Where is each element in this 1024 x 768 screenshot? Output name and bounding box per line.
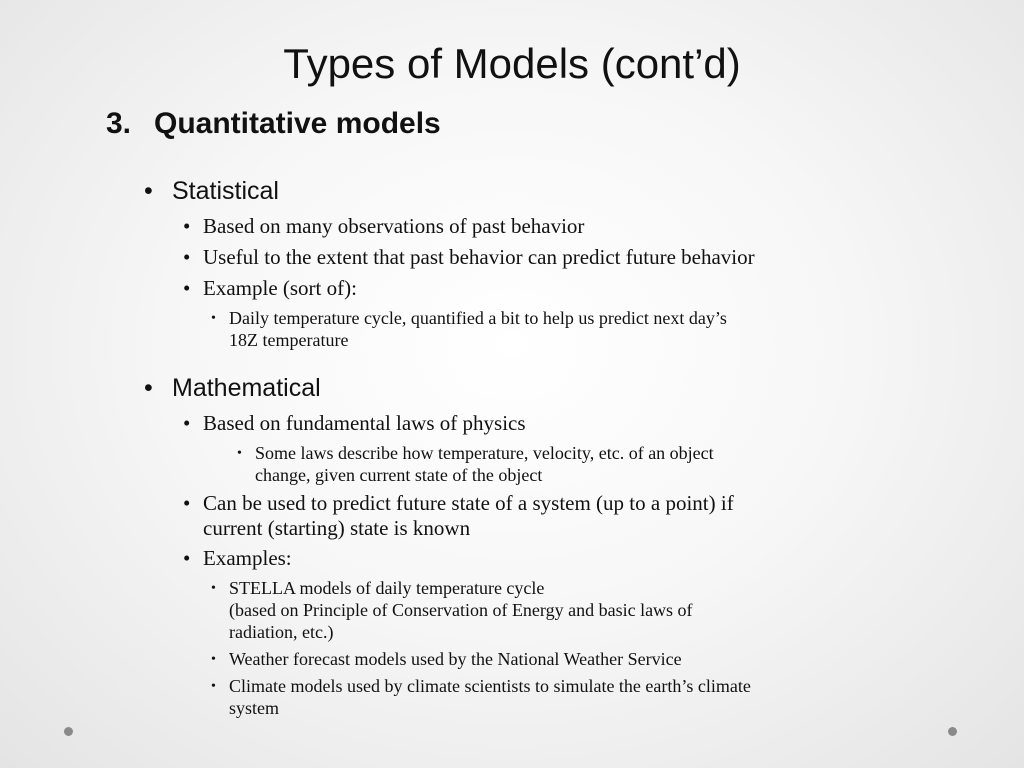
bullet-text-line: Some laws describe how temperature, velocity, etc. of an object <box>255 443 714 463</box>
bullet-statistical-useful <box>183 245 923 270</box>
bullet-icon: • <box>183 491 191 515</box>
bullet-statistical <box>144 177 772 206</box>
bullet-text: Example (sort of): <box>203 276 357 300</box>
bullet-icon: • <box>211 311 216 326</box>
bullet-mathematical-laws-detail <box>237 442 875 486</box>
bullet-text: Useful to the extent that past behavior can predict future behavior <box>203 245 755 269</box>
corner-dot-right-icon <box>948 727 957 736</box>
bullet-icon: • <box>183 276 191 300</box>
section-heading <box>106 104 441 144</box>
bullet-text-line: radiation, etc.) <box>229 622 334 642</box>
bullet-mathematical-laws <box>183 411 923 436</box>
bullet-icon: • <box>183 245 191 269</box>
bullet-example-stella <box>211 577 909 643</box>
bullet-text: Weather forecast models used by the National Weather Service <box>229 649 682 669</box>
bullet-icon: • <box>211 581 216 596</box>
bullet-icon: • <box>237 446 242 461</box>
bullet-icon: • <box>183 546 191 570</box>
bullet-text-line: STELLA models of daily temperature cycle <box>229 578 545 598</box>
bullet-text: Based on many observations of past behavior <box>203 214 585 238</box>
bullet-statistical-observations <box>183 214 923 239</box>
bullet-icon: • <box>211 679 216 694</box>
slide-title: Types of Models (cont’d) <box>283 40 741 87</box>
bullet-text-line: change, given current state of the object <box>255 465 543 485</box>
bullet-example-weather <box>211 648 909 670</box>
bullet-text-line: 18Z temperature <box>229 330 349 350</box>
bullet-icon: • <box>183 214 191 238</box>
bullet-icon: • <box>211 652 216 667</box>
bullet-icon: • <box>144 374 153 402</box>
bullet-text-line: Climate models used by climate scientists to simulate the earth’s climate <box>229 676 751 696</box>
bullet-statistical-example <box>183 276 923 301</box>
bullet-text-line: (based on Principle of Conservation of Energy and basic laws of <box>229 600 693 620</box>
bullet-text-line: Can be used to predict future state of a system (up to a point) if <box>203 491 734 515</box>
bullet-text: Examples: <box>203 546 292 570</box>
bullet-mathematical <box>144 374 772 403</box>
bullet-text: Based on fundamental laws of physics <box>203 411 526 435</box>
bullet-text-line: current (starting) state is known <box>203 516 471 540</box>
corner-dot-left-icon <box>64 727 73 736</box>
section-label: Quantitative models <box>154 107 441 140</box>
bullet-label: Statistical <box>172 177 279 205</box>
section-number: 3. <box>106 107 132 140</box>
bullet-text-line: Daily temperature cycle, quantified a bit to help us predict next day’s <box>229 308 727 328</box>
bullet-mathematical-examples <box>183 546 923 571</box>
bullet-label: Mathematical <box>172 374 321 402</box>
bullet-statistical-example-detail <box>211 307 909 351</box>
bullet-icon: • <box>144 177 153 205</box>
bullet-mathematical-predict <box>183 491 923 541</box>
bullet-example-climate <box>211 675 909 719</box>
bullet-icon: • <box>183 411 191 435</box>
bullet-text-line: system <box>229 698 280 718</box>
